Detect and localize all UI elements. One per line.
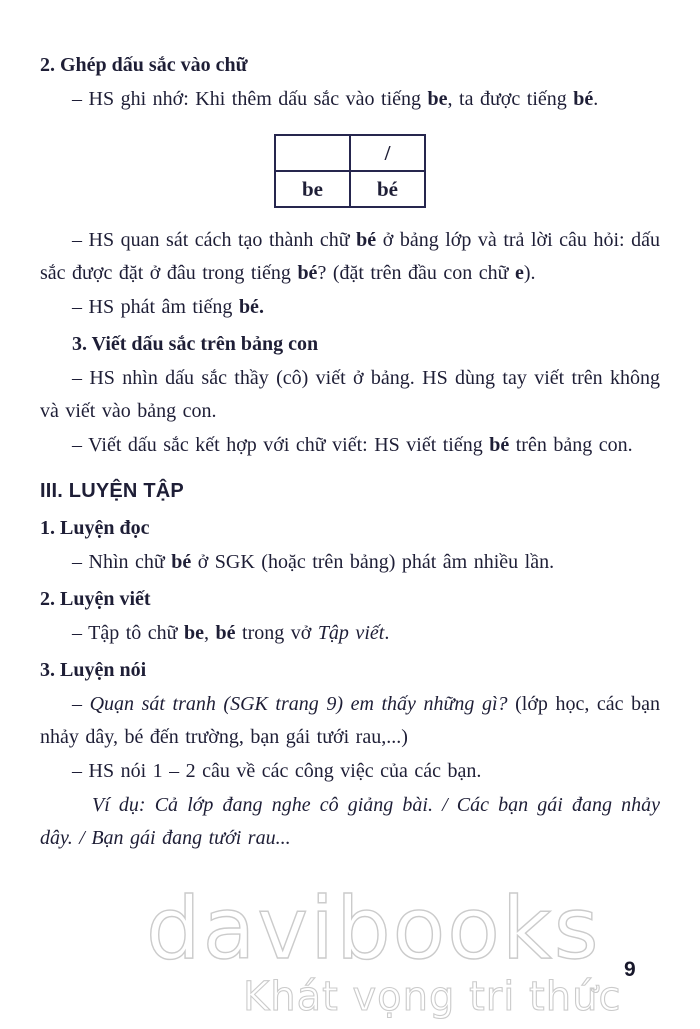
paragraph: – HS quan sát cách tạo thành chữ bé ở bảng lớp và trả lời câu hỏi: dấu sắc được đặt ở đâu trong tiếng bé? (đặt trên đầu con chữ e).: [40, 229, 660, 284]
table-row: [275, 171, 425, 207]
paragraph: Ví dụ: Cả lớp đang nghe cô giảng bài. / Các bạn gái đang nhảy dây. / Bạn gái đang tưới rau...: [40, 794, 660, 849]
section-heading: 3. Luyện nói: [40, 659, 147, 681]
watermark-logo-text: davibooks: [146, 879, 601, 979]
paragraph: – HS nói 1 – 2 câu về các công việc của các bạn.: [72, 760, 482, 782]
content-bottom: [40, 224, 660, 855]
page-number: 9: [624, 958, 636, 981]
paragraph: – Quạn sát tranh (SGK trang 9) em thấy những gì? (lớp học, các bạn nhảy dây, bé đến trường, bạn gái tưới rau,...): [40, 693, 660, 748]
section-heading: 3. Viết dấu sắc trên bảng con: [72, 333, 319, 355]
table-cell-be: be: [275, 171, 350, 207]
content-top: [40, 49, 660, 116]
section-heading: 2. Ghép dấu sắc vào chữ: [40, 54, 248, 76]
table-cell-tone-mark: /: [350, 135, 425, 171]
paragraph: – Tập tô chữ be, bé trong vở Tập viết.: [72, 622, 390, 644]
paragraph: – HS nhìn dấu sắc thầy (cô) viết ở bảng. HS dùng tay viết trên không và viết vào bảng con.: [40, 367, 660, 422]
tone-mark-table: [274, 134, 426, 208]
paragraph: – HS phát âm tiếng bé.: [72, 296, 264, 318]
paragraph: – HS ghi nhớ: Khi thêm dấu sắc vào tiếng be, ta được tiếng bé.: [72, 88, 599, 110]
table-cell-empty: [275, 135, 350, 171]
paragraph: – Viết dấu sắc kết hợp với chữ viết: HS viết tiếng bé trên bảng con.: [72, 434, 633, 456]
paragraph: – Nhìn chữ bé ở SGK (hoặc trên bảng) phát âm nhiều lần.: [72, 551, 555, 573]
section-heading: 2. Luyện viết: [40, 588, 151, 610]
watermark-slogan-text: Khát vọng tri thức: [243, 974, 622, 1020]
section-heading: III. LUYỆN TẬP: [40, 480, 184, 502]
section-heading: 1. Luyện đọc: [40, 517, 150, 539]
table-cell-be-acute: bé: [350, 171, 425, 207]
table-row: [275, 135, 425, 171]
